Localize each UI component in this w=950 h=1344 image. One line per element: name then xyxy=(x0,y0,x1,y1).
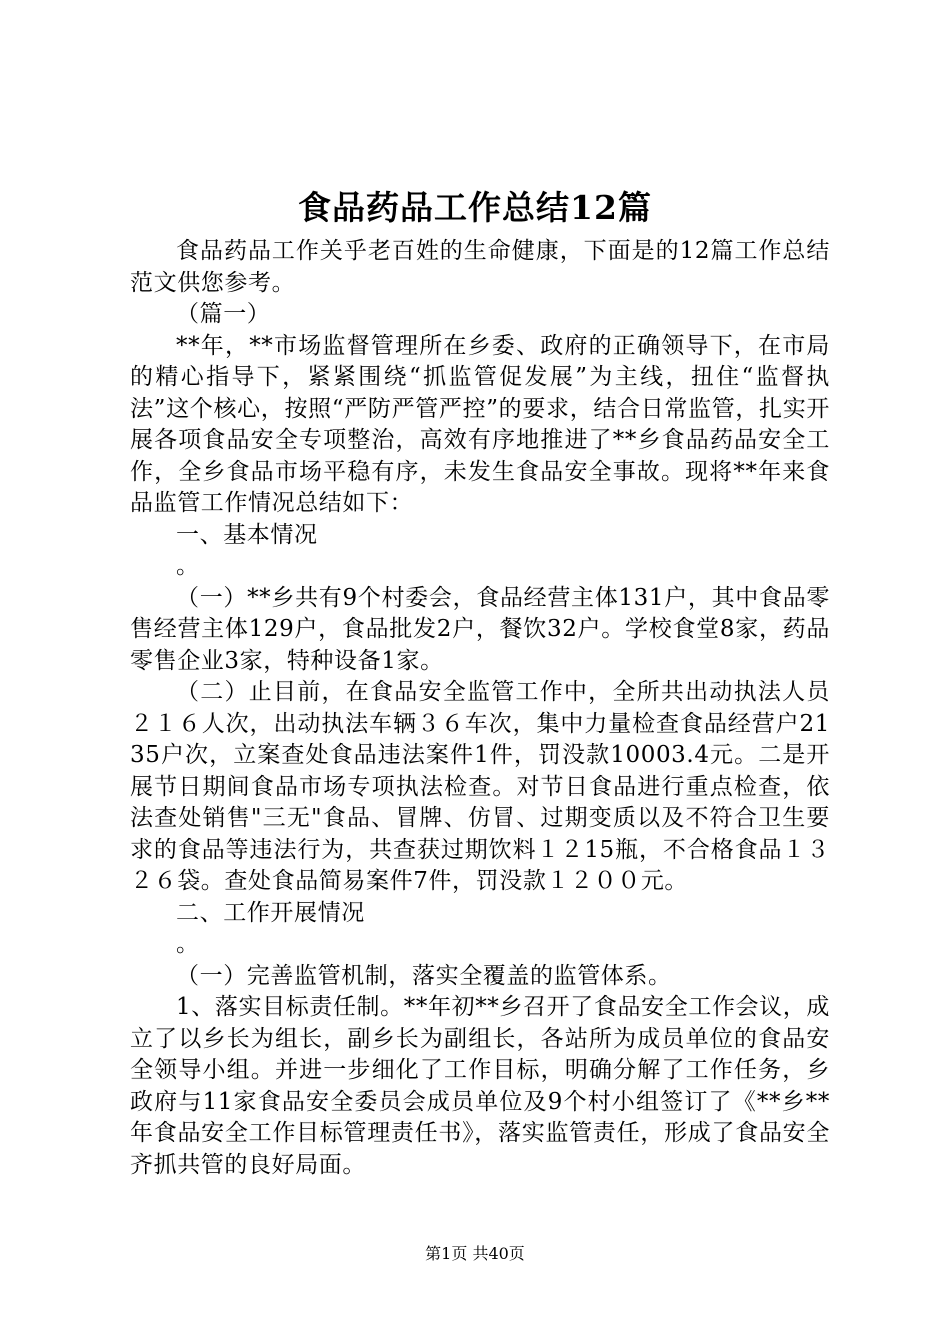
section-heading: 二、工作开展情况 xyxy=(176,899,365,926)
body-paragraph: （一）**乡共有9个村委会，食品经营主体131户，其中食品零售经营主体129户，食品批发2户，餐饮32户。学校食堂8家，药品零售企业3家，特种设备1家。 xyxy=(130,584,830,674)
body-paragraph: 1、落实目标责任制。**年初**乡召开了食品安全工作会议，成立了以乡长为组长，副乡长为副组长，各站所为成员单位的食品安全领导小组。并进一步细化了工作目标，明确分解了工作任务，乡政府与11家食品安全委员会成员单位及9个村小组签订了《**乡**年食品安全工作目标管理责任书》，落实监管责任，形成了食品安全齐抓共管的良好局面。 xyxy=(130,994,830,1178)
section-label: （篇一） xyxy=(176,301,271,327)
section-heading: 一、基本情况 xyxy=(176,521,318,548)
stray-mark: 。 xyxy=(176,553,200,579)
page-footer: 第1页 共40页 xyxy=(425,1244,525,1263)
body-paragraph: （二）止目前，在食品安全监管工作中，全所共出动执法人员２１６人次，出动执法车辆３６车次，集中力量检查食品经营户2135户次，立案查处食品违法案件1件，罚没款10003.4元。二是开展节日期间食品市场专项执法检查。对节日食品进行重点检查，依法查处销售"三无"食品、冒牌、仿冒、过期变质以及不符合卫生要求的食品等违法行为，共查获过期饮料１２15瓶，不合格食品１３２６袋。查处食品简易案件7件，罚没款１２００元。 xyxy=(130,679,830,894)
intro-paragraph: 食品药品工作关乎老百姓的生命健康，下面是的12篇工作总结范文供您参考。 xyxy=(130,238,830,296)
body-paragraph: **年，**市场监督管理所在乡委、政府的正确领导下，在市局的精心指导下，紧紧围绕“抓监管促发展”为主线，扭住“监督执法”这个核心，按照“严防严管严控”的要求，结合日常监管，扎实开展各项食品安全专项整治，高效有序地推进了**乡食品药品安全工作，全乡食品市场平稳有序，未发生食品安全事故。现将**年来食品监管工作情况总结如下： xyxy=(130,332,830,516)
subsection-heading: （一）完善监管机制，落实全覆盖的监管体系。 xyxy=(176,962,672,989)
document-body xyxy=(130,236,830,1181)
stray-mark: 。 xyxy=(176,931,200,957)
document-title: 食品药品工作总结12篇 xyxy=(298,188,652,227)
